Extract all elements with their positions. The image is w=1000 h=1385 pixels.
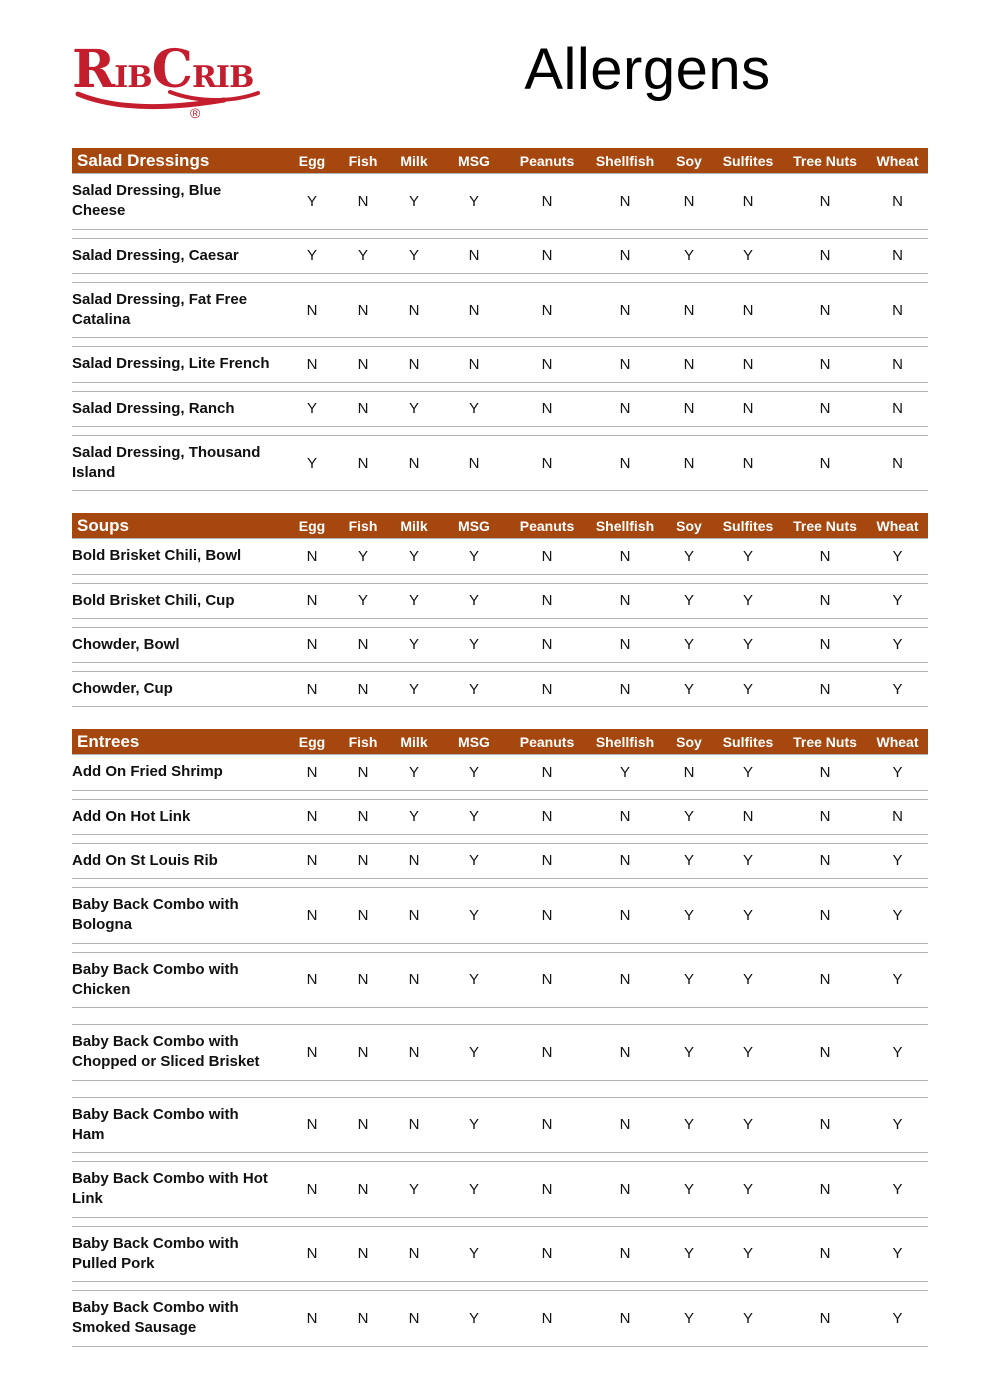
allergen-value-egg: Y bbox=[306, 400, 317, 418]
allergen-value-egg: N bbox=[306, 1245, 318, 1263]
item-name: Baby Back Combo with Ham bbox=[72, 1105, 239, 1143]
allergen-value-wheat: N bbox=[892, 192, 903, 210]
allergen-value-sulfites: N bbox=[742, 808, 754, 826]
allergen-value-peanuts: N bbox=[541, 763, 553, 781]
column-header-tree-nuts: Tree Nuts bbox=[793, 733, 857, 750]
column-header-tree-nuts: Tree Nuts bbox=[793, 517, 857, 534]
allergen-value-wheat: N bbox=[892, 400, 903, 418]
allergen-value-milk: N bbox=[408, 1245, 420, 1263]
column-header-peanuts: Peanuts bbox=[519, 517, 575, 534]
allergen-value-fish: N bbox=[357, 301, 369, 319]
item-name: Chowder, Bowl bbox=[72, 635, 180, 653]
allergen-value-peanuts: N bbox=[541, 1309, 553, 1327]
allergen-value-msg: N bbox=[468, 301, 480, 319]
allergen-value-tree-nuts: N bbox=[819, 247, 831, 265]
column-header-msg: MSG bbox=[458, 517, 490, 534]
allergen-value-egg: N bbox=[306, 1309, 318, 1327]
table-row bbox=[72, 799, 928, 835]
allergen-value-msg: Y bbox=[468, 852, 479, 870]
allergen-value-milk: Y bbox=[408, 192, 419, 210]
item-name: Salad Dressing, Lite French bbox=[72, 355, 270, 373]
allergen-value-tree-nuts: N bbox=[819, 192, 831, 210]
allergen-value-fish: N bbox=[357, 852, 369, 870]
allergen-value-soy: Y bbox=[683, 1180, 694, 1198]
allergen-value-milk: N bbox=[408, 971, 420, 989]
table-row bbox=[72, 238, 928, 274]
allergen-value-shellfish: N bbox=[619, 1180, 631, 1198]
section-header-bar bbox=[72, 148, 928, 173]
logo-letter: R bbox=[72, 39, 115, 100]
allergen-value-peanuts: N bbox=[541, 1245, 553, 1263]
allergen-value-egg: N bbox=[306, 547, 318, 565]
allergen-value-milk: N bbox=[408, 301, 420, 319]
allergen-value-tree-nuts: N bbox=[819, 1245, 831, 1263]
allergen-value-wheat: Y bbox=[892, 852, 903, 870]
allergen-value-egg: N bbox=[306, 592, 318, 610]
allergen-value-wheat: Y bbox=[892, 592, 903, 610]
item-name: Baby Back Combo with Smoked Sausage bbox=[72, 1299, 239, 1337]
allergen-value-shellfish: N bbox=[619, 1245, 631, 1263]
allergen-value-soy: Y bbox=[683, 1245, 694, 1263]
allergen-value-fish: N bbox=[357, 1245, 369, 1263]
allergen-value-wheat: N bbox=[892, 301, 903, 319]
allergen-value-tree-nuts: N bbox=[819, 1309, 831, 1327]
logo-letter: C bbox=[151, 39, 192, 100]
allergen-value-wheat: Y bbox=[892, 1116, 903, 1134]
allergen-value-wheat: Y bbox=[892, 547, 903, 565]
column-header-shellfish: Shellfish bbox=[595, 152, 655, 169]
allergen-value-sulfites: Y bbox=[742, 852, 753, 870]
allergen-value-soy: Y bbox=[683, 636, 694, 654]
allergen-value-egg: N bbox=[306, 1043, 318, 1061]
column-header-soy: Soy bbox=[676, 152, 702, 169]
item-name: Baby Back Combo with Chopped or Sliced Brisket bbox=[72, 1033, 260, 1071]
allergen-value-fish: N bbox=[357, 971, 369, 989]
allergen-value-wheat: N bbox=[892, 454, 903, 472]
allergen-value-sulfites: N bbox=[742, 400, 754, 418]
allergen-value-msg: Y bbox=[468, 400, 479, 418]
allergen-value-milk: N bbox=[408, 1043, 420, 1061]
allergen-value-tree-nuts: N bbox=[819, 852, 831, 870]
table-row bbox=[72, 538, 928, 574]
allergen-value-tree-nuts: N bbox=[819, 906, 831, 924]
table-row bbox=[72, 887, 928, 944]
table-row bbox=[72, 627, 928, 663]
allergen-value-peanuts: N bbox=[541, 247, 553, 265]
allergen-value-egg: Y bbox=[306, 454, 317, 472]
allergen-value-msg: Y bbox=[468, 636, 479, 654]
allergen-value-soy: Y bbox=[683, 971, 694, 989]
allergen-value-wheat: Y bbox=[892, 971, 903, 989]
allergen-value-wheat: N bbox=[892, 247, 903, 265]
allergen-value-wheat: Y bbox=[892, 906, 903, 924]
allergen-value-fish: Y bbox=[357, 592, 368, 610]
allergen-value-egg: N bbox=[306, 906, 318, 924]
logo-letters: RIB bbox=[192, 60, 254, 95]
allergen-value-soy: Y bbox=[683, 547, 694, 565]
table-row bbox=[72, 583, 928, 619]
table-row bbox=[72, 1226, 928, 1283]
allergen-value-sulfites: N bbox=[742, 192, 754, 210]
allergen-value-peanuts: N bbox=[541, 906, 553, 924]
allergen-value-shellfish: Y bbox=[619, 763, 630, 781]
allergen-value-sulfites: Y bbox=[742, 763, 753, 781]
allergen-value-wheat: Y bbox=[892, 1245, 903, 1263]
allergen-value-tree-nuts: N bbox=[819, 400, 831, 418]
table-row bbox=[72, 671, 928, 707]
section-title: Salad Dressings bbox=[77, 150, 210, 170]
allergen-value-milk: Y bbox=[408, 680, 419, 698]
column-header-soy: Soy bbox=[676, 733, 702, 750]
allergen-value-wheat: Y bbox=[892, 763, 903, 781]
table-row bbox=[72, 435, 928, 492]
allergen-value-sulfites: N bbox=[742, 301, 754, 319]
allergen-value-msg: Y bbox=[468, 680, 479, 698]
column-header-milk: Milk bbox=[400, 152, 428, 169]
allergen-value-milk: Y bbox=[408, 247, 419, 265]
allergen-value-wheat: N bbox=[892, 808, 903, 826]
allergen-value-sulfites: Y bbox=[742, 680, 753, 698]
table-row bbox=[72, 952, 928, 1009]
item-name: Baby Back Combo with Chicken bbox=[72, 960, 239, 998]
allergen-value-wheat: Y bbox=[892, 680, 903, 698]
allergen-value-msg: N bbox=[468, 454, 480, 472]
allergen-value-wheat: N bbox=[892, 355, 903, 373]
column-header-egg: Egg bbox=[298, 517, 326, 534]
allergen-value-peanuts: N bbox=[541, 400, 553, 418]
column-header-egg: Egg bbox=[298, 733, 326, 750]
column-header-soy: Soy bbox=[676, 517, 702, 534]
allergen-value-shellfish: N bbox=[619, 592, 631, 610]
allergen-value-milk: Y bbox=[408, 400, 419, 418]
allergen-value-peanuts: N bbox=[541, 1043, 553, 1061]
allergen-value-msg: Y bbox=[468, 1116, 479, 1134]
column-header-peanuts: Peanuts bbox=[519, 733, 575, 750]
allergen-value-msg: N bbox=[468, 355, 480, 373]
allergen-value-sulfites: Y bbox=[742, 1245, 753, 1263]
allergen-value-shellfish: N bbox=[619, 1116, 631, 1134]
column-header-wheat: Wheat bbox=[876, 152, 919, 169]
item-name: Salad Dressing, Fat Free Catalina bbox=[72, 290, 248, 328]
allergen-value-wheat: Y bbox=[892, 1043, 903, 1061]
allergen-value-fish: Y bbox=[357, 247, 368, 265]
allergen-value-peanuts: N bbox=[541, 852, 553, 870]
item-name: Add On St Louis Rib bbox=[72, 851, 218, 869]
column-header-sulfites: Sulfites bbox=[722, 517, 774, 534]
table-row bbox=[72, 173, 928, 230]
allergen-value-tree-nuts: N bbox=[819, 1043, 831, 1061]
allergen-value-tree-nuts: N bbox=[819, 592, 831, 610]
table-row bbox=[72, 391, 928, 427]
allergen-value-soy: Y bbox=[683, 247, 694, 265]
allergen-tables bbox=[72, 148, 928, 1347]
allergen-value-tree-nuts: N bbox=[819, 1116, 831, 1134]
allergen-value-sulfites: Y bbox=[742, 636, 753, 654]
allergen-value-msg: Y bbox=[468, 547, 479, 565]
allergen-value-tree-nuts: N bbox=[819, 301, 831, 319]
item-name: Baby Back Combo with Bologna bbox=[72, 896, 239, 934]
allergen-value-tree-nuts: N bbox=[819, 808, 831, 826]
section-title: Soups bbox=[77, 515, 129, 535]
item-name: Salad Dressing, Ranch bbox=[72, 399, 235, 417]
allergen-value-shellfish: N bbox=[619, 547, 631, 565]
allergen-value-egg: N bbox=[306, 1180, 318, 1198]
item-name: Salad Dressing, Thousand Island bbox=[72, 443, 261, 481]
allergen-value-milk: N bbox=[408, 1116, 420, 1134]
allergen-value-msg: Y bbox=[468, 808, 479, 826]
item-name: Baby Back Combo with Hot Link bbox=[72, 1170, 268, 1208]
table-row bbox=[72, 282, 928, 339]
allergen-value-sulfites: N bbox=[742, 355, 754, 373]
allergen-value-fish: N bbox=[357, 808, 369, 826]
allergen-value-sulfites: Y bbox=[742, 247, 753, 265]
allergen-value-sulfites: Y bbox=[742, 1309, 753, 1327]
section-salad-dressings bbox=[72, 148, 928, 491]
allergen-value-sulfites: Y bbox=[742, 1180, 753, 1198]
table-row bbox=[72, 1161, 928, 1218]
allergen-value-peanuts: N bbox=[541, 636, 553, 654]
allergen-value-peanuts: N bbox=[541, 808, 553, 826]
allergen-value-egg: N bbox=[306, 680, 318, 698]
allergen-value-soy: Y bbox=[683, 906, 694, 924]
allergen-value-sulfites: Y bbox=[742, 1116, 753, 1134]
allergen-value-msg: Y bbox=[468, 1043, 479, 1061]
section-title: Entrees bbox=[77, 731, 140, 751]
allergen-value-milk: N bbox=[408, 852, 420, 870]
allergen-value-shellfish: N bbox=[619, 301, 631, 319]
allergen-value-egg: N bbox=[306, 852, 318, 870]
allergen-value-soy: Y bbox=[683, 680, 694, 698]
item-name: Bold Brisket Chili, Bowl bbox=[72, 547, 242, 565]
allergen-value-tree-nuts: N bbox=[819, 547, 831, 565]
allergen-value-milk: N bbox=[408, 1309, 420, 1327]
column-header-shellfish: Shellfish bbox=[595, 733, 655, 750]
allergen-value-msg: Y bbox=[468, 906, 479, 924]
allergen-value-soy: N bbox=[683, 763, 695, 781]
page-header bbox=[72, 38, 928, 134]
allergen-value-wheat: Y bbox=[892, 636, 903, 654]
allergen-value-fish: N bbox=[357, 1309, 369, 1327]
column-header-wheat: Wheat bbox=[876, 733, 919, 750]
allergen-value-tree-nuts: N bbox=[819, 355, 831, 373]
allergen-value-fish: N bbox=[357, 1116, 369, 1134]
column-header-shellfish: Shellfish bbox=[595, 517, 655, 534]
allergen-value-egg: Y bbox=[306, 192, 317, 210]
ribcrib-logo bbox=[72, 38, 287, 121]
allergen-value-fish: N bbox=[357, 355, 369, 373]
allergen-value-shellfish: N bbox=[619, 1043, 631, 1061]
column-header-msg: MSG bbox=[458, 733, 490, 750]
allergen-value-egg: N bbox=[306, 301, 318, 319]
column-header-milk: Milk bbox=[400, 733, 428, 750]
section-header-bar bbox=[72, 513, 928, 538]
allergen-value-egg: N bbox=[306, 355, 318, 373]
item-name: Add On Hot Link bbox=[72, 807, 191, 825]
allergen-value-peanuts: N bbox=[541, 680, 553, 698]
table-row bbox=[72, 346, 928, 382]
allergen-value-tree-nuts: N bbox=[819, 1180, 831, 1198]
allergen-value-fish: N bbox=[357, 763, 369, 781]
allergen-value-egg: N bbox=[306, 636, 318, 654]
logo-swoosh-icon bbox=[74, 90, 262, 110]
allergen-value-fish: N bbox=[357, 192, 369, 210]
allergen-value-msg: N bbox=[468, 247, 480, 265]
allergen-value-tree-nuts: N bbox=[819, 454, 831, 472]
allergen-value-fish: N bbox=[357, 636, 369, 654]
allergen-value-soy: N bbox=[683, 192, 695, 210]
column-header-peanuts: Peanuts bbox=[519, 152, 575, 169]
allergen-value-msg: Y bbox=[468, 1180, 479, 1198]
allergen-value-sulfites: Y bbox=[742, 1043, 753, 1061]
allergen-value-egg: N bbox=[306, 1116, 318, 1134]
table-row bbox=[72, 1290, 928, 1347]
column-header-msg: MSG bbox=[458, 152, 490, 169]
item-name: Chowder, Cup bbox=[72, 680, 173, 697]
allergen-value-shellfish: N bbox=[619, 454, 631, 472]
column-header-fish: Fish bbox=[348, 517, 378, 534]
allergen-value-tree-nuts: N bbox=[819, 636, 831, 654]
allergen-value-shellfish: N bbox=[619, 906, 631, 924]
allergen-value-wheat: Y bbox=[892, 1180, 903, 1198]
item-name: Salad Dressing, Blue Cheese bbox=[72, 182, 222, 220]
allergen-value-fish: N bbox=[357, 454, 369, 472]
allergen-value-milk: N bbox=[408, 906, 420, 924]
allergen-value-fish: N bbox=[357, 400, 369, 418]
allergen-value-soy: Y bbox=[683, 592, 694, 610]
allergen-value-shellfish: N bbox=[619, 636, 631, 654]
allergen-value-msg: Y bbox=[468, 1309, 479, 1327]
allergen-value-soy: Y bbox=[683, 1043, 694, 1061]
allergen-value-shellfish: N bbox=[619, 680, 631, 698]
logo-wordmark bbox=[72, 39, 254, 100]
page-title: Allergens bbox=[524, 37, 771, 102]
allergen-value-milk: Y bbox=[408, 636, 419, 654]
allergen-value-shellfish: N bbox=[619, 355, 631, 373]
allergen-value-milk: Y bbox=[408, 592, 419, 610]
allergen-value-msg: Y bbox=[468, 971, 479, 989]
allergen-value-sulfites: Y bbox=[742, 547, 753, 565]
allergen-value-soy: Y bbox=[683, 1309, 694, 1327]
allergen-value-msg: Y bbox=[468, 192, 479, 210]
allergen-value-shellfish: N bbox=[619, 247, 631, 265]
allergen-value-soy: N bbox=[683, 301, 695, 319]
allergen-value-soy: Y bbox=[683, 1116, 694, 1134]
allergen-value-shellfish: N bbox=[619, 808, 631, 826]
allergen-value-peanuts: N bbox=[541, 547, 553, 565]
column-header-sulfites: Sulfites bbox=[722, 733, 774, 750]
column-header-sulfites: Sulfites bbox=[722, 152, 774, 169]
allergen-value-soy: N bbox=[683, 400, 695, 418]
allergen-value-peanuts: N bbox=[541, 592, 553, 610]
allergen-value-soy: N bbox=[683, 454, 695, 472]
allergen-value-msg: Y bbox=[468, 1245, 479, 1263]
logo-letters: IB bbox=[114, 60, 152, 95]
allergen-value-peanuts: N bbox=[541, 1180, 553, 1198]
allergen-value-milk: Y bbox=[408, 763, 419, 781]
allergen-value-peanuts: N bbox=[541, 301, 553, 319]
allergen-value-peanuts: N bbox=[541, 1116, 553, 1134]
allergen-value-egg: N bbox=[306, 763, 318, 781]
allergen-value-shellfish: N bbox=[619, 400, 631, 418]
allergen-value-shellfish: N bbox=[619, 971, 631, 989]
table-row bbox=[72, 843, 928, 879]
allergen-value-msg: Y bbox=[468, 592, 479, 610]
column-header-fish: Fish bbox=[348, 152, 378, 169]
item-name: Bold Brisket Chili, Cup bbox=[72, 591, 235, 609]
allergen-value-sulfites: N bbox=[742, 454, 754, 472]
section-entrees bbox=[72, 729, 928, 1346]
allergen-value-egg: Y bbox=[306, 247, 317, 265]
column-header-tree-nuts: Tree Nuts bbox=[793, 152, 857, 169]
allergen-value-shellfish: N bbox=[619, 852, 631, 870]
allergen-value-tree-nuts: N bbox=[819, 971, 831, 989]
column-header-wheat: Wheat bbox=[876, 517, 919, 534]
allergen-value-milk: Y bbox=[408, 1180, 419, 1198]
table-row bbox=[72, 1024, 928, 1081]
allergen-value-milk: N bbox=[408, 355, 420, 373]
allergen-value-fish: N bbox=[357, 1043, 369, 1061]
allergen-value-peanuts: N bbox=[541, 971, 553, 989]
item-name: Salad Dressing, Caesar bbox=[72, 246, 239, 264]
allergen-value-milk: Y bbox=[408, 808, 419, 826]
allergen-value-peanuts: N bbox=[541, 454, 553, 472]
allergen-value-soy: N bbox=[683, 355, 695, 373]
allergen-value-peanuts: N bbox=[541, 355, 553, 373]
allergen-value-peanuts: N bbox=[541, 192, 553, 210]
column-header-egg: Egg bbox=[298, 152, 326, 169]
allergen-value-soy: Y bbox=[683, 852, 694, 870]
allergen-value-milk: N bbox=[408, 454, 420, 472]
allergen-value-sulfites: Y bbox=[742, 906, 753, 924]
allergen-value-egg: N bbox=[306, 971, 318, 989]
allergen-value-fish: N bbox=[357, 680, 369, 698]
allergen-value-wheat: Y bbox=[892, 1309, 903, 1327]
allergen-value-fish: Y bbox=[357, 547, 368, 565]
allergen-value-msg: Y bbox=[468, 763, 479, 781]
column-header-milk: Milk bbox=[400, 517, 428, 534]
allergen-value-tree-nuts: N bbox=[819, 763, 831, 781]
registered-trademark-symbol: ® bbox=[190, 105, 201, 121]
section-soups bbox=[72, 513, 928, 707]
allergen-value-soy: Y bbox=[683, 808, 694, 826]
table-row bbox=[72, 1097, 928, 1154]
allergen-value-milk: Y bbox=[408, 547, 419, 565]
allergen-value-fish: N bbox=[357, 906, 369, 924]
allergen-value-sulfites: Y bbox=[742, 971, 753, 989]
allergen-value-sulfites: Y bbox=[742, 592, 753, 610]
allergen-value-shellfish: N bbox=[619, 192, 631, 210]
table-row bbox=[72, 754, 928, 790]
allergen-value-egg: N bbox=[306, 808, 318, 826]
section-header-bar bbox=[72, 729, 928, 754]
column-header-fish: Fish bbox=[348, 733, 378, 750]
allergen-value-fish: N bbox=[357, 1180, 369, 1198]
allergen-value-shellfish: N bbox=[619, 1309, 631, 1327]
item-name: Baby Back Combo with Pulled Pork bbox=[72, 1234, 239, 1272]
item-name: Add On Fried Shrimp bbox=[72, 763, 223, 781]
allergen-value-tree-nuts: N bbox=[819, 680, 831, 698]
